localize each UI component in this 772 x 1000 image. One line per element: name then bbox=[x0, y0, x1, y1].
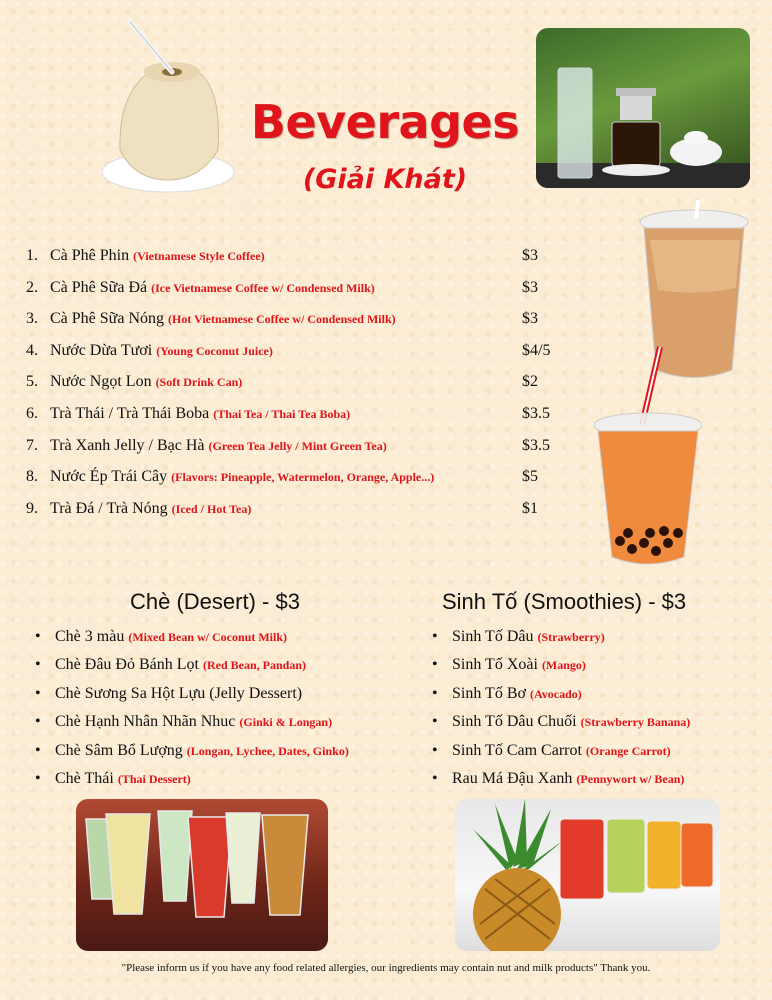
beverage-number: 8. bbox=[26, 468, 38, 486]
menu-item-description: (Longan, Lychee, Dates, Ginko) bbox=[186, 743, 349, 758]
beverage-number: 7. bbox=[26, 436, 38, 454]
beverage-name: Cà Phê Sữa Đá bbox=[50, 278, 148, 296]
beverage-description: (Ice Vietnamese Coffee w/ Condensed Milk) bbox=[151, 280, 375, 295]
smoothie-item bbox=[428, 765, 768, 793]
menu-item-description: (Strawberry Banana) bbox=[580, 715, 691, 730]
menu-item-name: Sinh Tố Dâu Chuối bbox=[452, 713, 577, 731]
beverage-list bbox=[26, 240, 586, 524]
beverage-description: (Vietnamese Style Coffee) bbox=[133, 249, 265, 263]
beverage-name: Nước Ngọt Lon bbox=[50, 373, 152, 391]
coconut-image bbox=[100, 20, 240, 200]
beverage-item bbox=[26, 493, 586, 525]
beverage-price: $4/5 bbox=[522, 341, 551, 359]
beverage-number: 3. bbox=[26, 310, 38, 328]
menu-item-name: Chè Sâm Bổ Lượng bbox=[55, 741, 183, 759]
beverage-name: Trà Đá / Trà Nóng bbox=[50, 499, 168, 517]
menu-item-description: (Red Bean, Pandan) bbox=[202, 658, 306, 673]
smoothie-item bbox=[428, 651, 768, 679]
beverage-price: $1 bbox=[522, 499, 538, 517]
dessert-item bbox=[31, 708, 421, 736]
beverage-item bbox=[26, 366, 586, 398]
beverage-name: Nước Ép Trái Cây bbox=[50, 468, 168, 486]
menu-item-description: (Avocado) bbox=[529, 686, 582, 701]
vietnamese-coffee-photo bbox=[536, 28, 750, 188]
beverage-number: 4. bbox=[26, 341, 38, 359]
beverage-price: $3 bbox=[522, 278, 538, 296]
beverage-price: $5 bbox=[522, 468, 538, 486]
dessert-item bbox=[31, 623, 421, 651]
allergy-notice: "Please inform us if you have any food related allergies, our ingredients may contain nut and milk products" Thank you. bbox=[121, 962, 651, 974]
beverage-item bbox=[26, 240, 586, 272]
dessert-item bbox=[31, 651, 421, 679]
menu-item-name: Chè Thái bbox=[55, 769, 114, 787]
beverage-name: Nước Dừa Tươi bbox=[50, 341, 153, 359]
beverage-item bbox=[26, 303, 586, 335]
dessert-list bbox=[31, 623, 421, 793]
smoothie-item bbox=[428, 708, 768, 736]
beverage-description: (Flavors: Pineapple, Watermelon, Orange, Apple...) bbox=[171, 470, 435, 485]
menu-item-description: (Mango) bbox=[541, 658, 586, 673]
beverage-description: (Green Tea Jelly / Mint Green Tea) bbox=[208, 438, 387, 453]
page-subtitle: (Giải Khát) bbox=[302, 164, 468, 195]
dessert-item bbox=[31, 737, 421, 765]
beverage-item bbox=[26, 398, 586, 430]
beverage-price: $3.5 bbox=[522, 404, 550, 422]
page-title: Beverages bbox=[250, 95, 520, 149]
beverage-name: Trà Xanh Jelly / Bạc Hà bbox=[50, 436, 205, 454]
menu-item-description: (Ginki & Longan) bbox=[239, 715, 333, 730]
beverage-price: $2 bbox=[522, 373, 538, 391]
smoothie-list bbox=[428, 623, 768, 793]
menu-item-description: (Mixed Bean w/ Coconut Milk) bbox=[128, 630, 287, 644]
beverage-description: (Hot Vietnamese Coffee w/ Condensed Milk) bbox=[168, 312, 396, 327]
beverage-price: $3 bbox=[522, 310, 538, 328]
menu-item-name: Chè Sương Sa Hột Lựu (Jelly Dessert) bbox=[55, 684, 303, 702]
beverage-name: Cà Phê Phin bbox=[50, 247, 130, 264]
beverage-name: Trà Thái / Trà Thái Boba bbox=[50, 404, 210, 422]
menu-item-description: (Orange Carrot) bbox=[585, 743, 671, 758]
beverage-number: 1. bbox=[26, 247, 38, 264]
dessert-section-title: Chè (Desert) - $3 bbox=[130, 589, 300, 614]
beverage-description: (Young Coconut Juice) bbox=[156, 343, 273, 358]
smoothies-pineapple-photo bbox=[455, 799, 720, 951]
beverage-item bbox=[26, 335, 586, 367]
menu-item-name: Chè 3 màu bbox=[55, 628, 125, 645]
beverage-description: (Thai Tea / Thai Tea Boba) bbox=[213, 406, 351, 421]
smoothie-section-title: Sinh Tố (Smoothies) - $3 bbox=[442, 589, 687, 614]
beverage-item bbox=[26, 272, 586, 304]
beverage-number: 6. bbox=[26, 404, 38, 422]
menu-item-name: Rau Má Đậu Xanh bbox=[452, 769, 573, 787]
beverage-number: 5. bbox=[26, 373, 38, 391]
menu-item-name: Sinh Tố Xoài bbox=[452, 656, 538, 674]
menu-item-description: (Strawberry) bbox=[537, 630, 605, 644]
smoothie-item bbox=[428, 623, 768, 651]
beverage-number: 9. bbox=[26, 499, 38, 517]
thai-tea-boba-cup-image bbox=[590, 345, 705, 570]
smoothie-item bbox=[428, 680, 768, 708]
menu-item-name: Sinh Tố Cam Carrot bbox=[452, 741, 582, 759]
beverage-price: $3 bbox=[522, 247, 538, 264]
beverage-item bbox=[26, 430, 586, 462]
dessert-item bbox=[31, 680, 421, 708]
beverage-name: Cà Phê Sữa Nóng bbox=[50, 310, 164, 328]
menu-item-name: Chè Đâu Đỏ Bánh Lọt bbox=[55, 656, 199, 674]
dessert-glasses-photo bbox=[76, 799, 328, 951]
menu-item-description: (Thai Dessert) bbox=[117, 771, 191, 786]
beverage-description: (Iced / Hot Tea) bbox=[171, 501, 252, 516]
menu-item-name: Chè Hạnh Nhân Nhãn Nhuc bbox=[55, 713, 236, 731]
menu-item-name: Sinh Tố Bơ bbox=[452, 684, 526, 702]
beverage-item bbox=[26, 461, 586, 493]
dessert-item bbox=[31, 765, 421, 793]
menu-item-description: (Pennywort w/ Bean) bbox=[576, 771, 685, 786]
menu-item-name: Sinh Tố Dâu bbox=[452, 628, 534, 645]
smoothie-item bbox=[428, 737, 768, 765]
beverage-price: $3.5 bbox=[522, 436, 550, 454]
beverage-number: 2. bbox=[26, 278, 38, 296]
beverage-description: (Soft Drink Can) bbox=[155, 375, 243, 390]
